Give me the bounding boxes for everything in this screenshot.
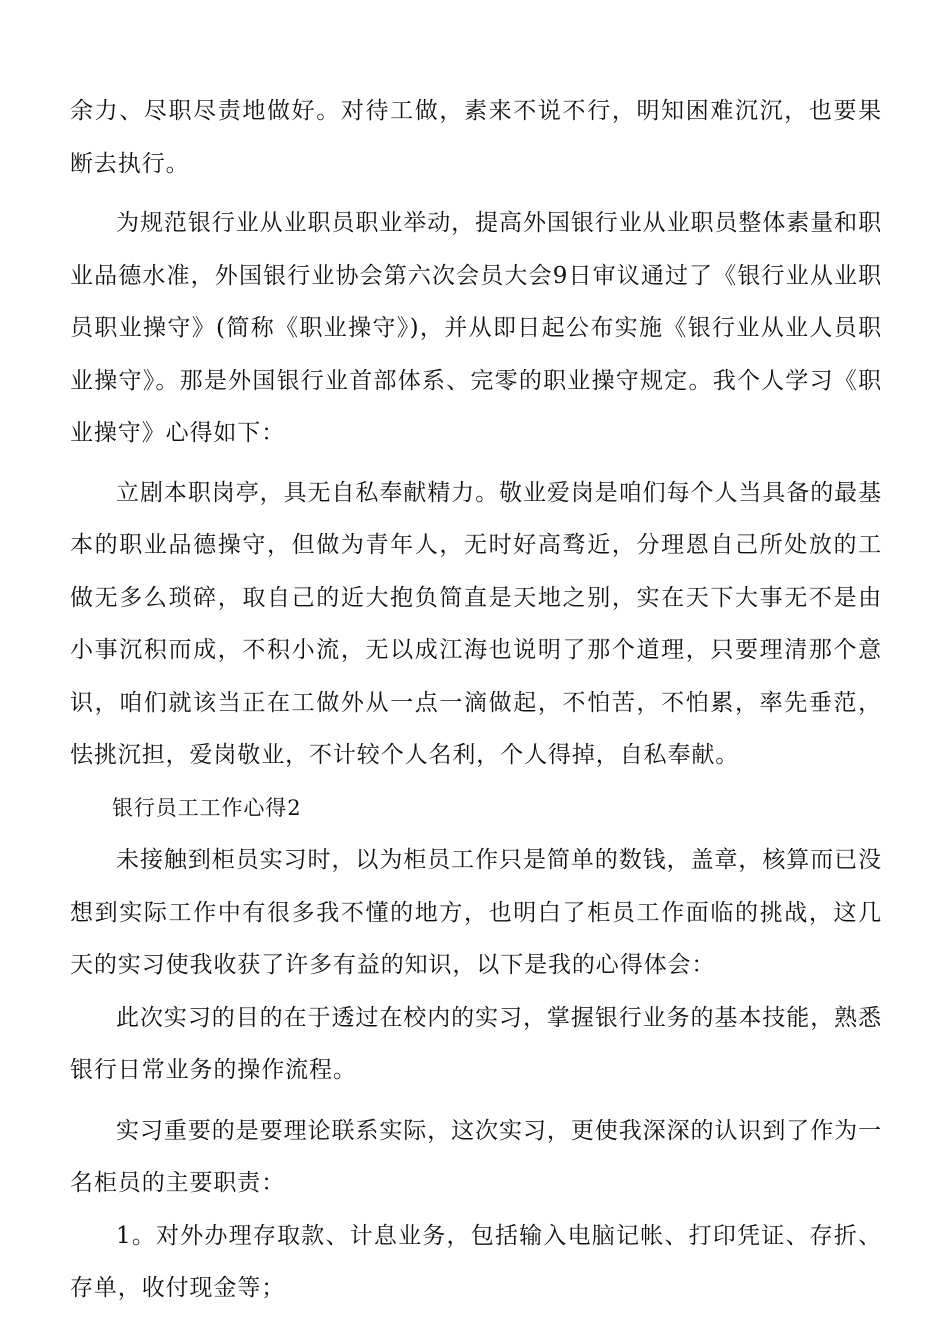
paragraph-teller-internship: 未接触到柜员实习时，以为柜员工作只是简单的数钱，盖章，核算而已没想到实际工作中有很多我不懂的地方，也明白了柜员工作面临的挑战，这几天的实习使我收获了许多有益的知识，以下是我的心得体会： [70, 847, 882, 978]
paragraph-duty-list-item: 1。对外办理存取款、计息业务，包括输入电脑记帐、打印凭证、存折、存单，收付现金等； [70, 1222, 882, 1301]
document-body [70, 85, 882, 1315]
paragraph-dedication: 立剧本职岗亭，具无自私奉献精力。敬业爱岗是咱们每个人当具备的最基本的职业品德操守，但做为青年人，无时好高骛近，分理恩自己所处放的工做无多么琐碎，取自己的近大抱负简直是天地之别，实在天下大事无不是由小事沉积而成，不积小流，无以成江海也说明了那个道理，只要理清那个意识，咱们就该当正在工做外从一点一滴做起，不怕苦，不怕累，率先垂范，怯挑沉担，爱岗敬业，不计较个人名利，个人得掉，自私奉献。 [70, 479, 882, 768]
paragraph-professional-conduct: 为规范银行业从业职员职业举动，提高外国银行业从业职员整体素量和职业品德水准，外国银行业协会第六次会员大会9日审议通过了《银行业从业职员职业操守》(简称《职业操守》)，并从即日起公布实施《银行业从业人员职业操守》。那是外国银行业首部体系、完零的职业操守规定。我个人学习《职业操守》心得如下： [70, 210, 882, 446]
paragraph-theory-practice: 实习重要的是要理论联系实际，这次实习，更使我深深的认识到了作为一名柜员的主要职责： [70, 1117, 882, 1196]
paragraph-continuation: 余力、尽职尽责地做好。对待工做，素来不说不行，明知困难沉沉，也要果断去执行。 [70, 98, 882, 177]
paragraph-internship-purpose: 此次实习的目的在于透过在校内的实习，掌握银行业务的基本技能，熟悉银行日常业务的操作流程。 [70, 1004, 882, 1083]
section-heading: 银行员工工作心得2 [112, 795, 302, 820]
